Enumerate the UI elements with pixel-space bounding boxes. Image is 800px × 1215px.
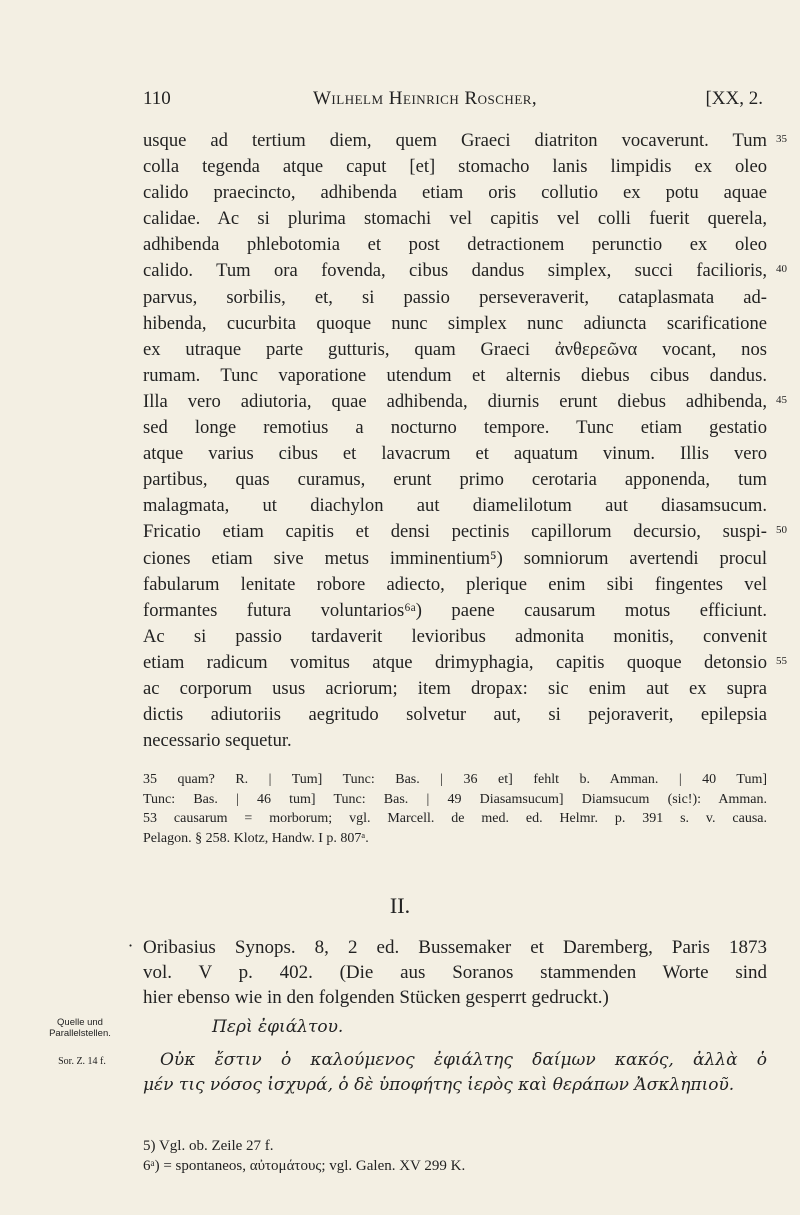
margin-reference: Sor. Z. 14 f. [58,1056,106,1067]
body-line: Ac si passio tardaverit levioribus admonita monitis, convenit [143,625,767,647]
line-number: 35 [776,133,787,145]
running-head-section: [XX, 2. [705,88,763,109]
running-head-author: Wilhelm Heinrich Roscher, [313,88,538,109]
body-line: colla tegenda atque caput [et] stomacho lanis limpidis ex oleo [143,156,767,178]
body-line: etiam radicum vomitus atque drimyphagia, capitis quoque detonsio [143,651,767,673]
body-line: fabularum lenitate robore adiecto, plerique enim sibi fingentes vel [143,573,767,595]
section-intro [143,935,767,1010]
footnote: 6ᵃ) = spontaneos, αὐτομάτους; vgl. Galen. XV 299 K. [143,1158,466,1174]
page-number: 110 [143,88,171,109]
body-line: ac corporum usus acriorum; item dropax: sic enim aut ex supra [143,677,767,699]
body-line: usque ad tertium diem, quem Graeci diatriton vocaverunt. Tum [143,130,767,151]
bullet-mark: · [128,936,134,955]
body-line: dictis adiutoriis aegritudo solvetur aut, si pejoraverit, epilepsia [143,704,767,726]
body-line: calidae. Ac si plurima stomachi vel capitis vel colli fuerit querela, [143,208,767,230]
line-number: 55 [776,655,787,667]
section-line: vol. V p. 402. (Die aus Soranos stammenden Worte sind [143,962,767,983]
line-number: 50 [776,524,787,536]
section-heading: II. [389,893,411,918]
body-line: calido. Tum ora fovenda, cibus dandus simplex, succi facilioris, [143,260,767,282]
footnote: 5) Vgl. ob. Zeile 27 f. [143,1138,274,1154]
body-line: formantes futura voluntarios⁶ᵃ) paene causarum motus efficiunt. [143,599,767,621]
body-line: malagmata, ut diachylon aut diamelilotum aut diasamsucum. [143,495,767,517]
latin-body-text [143,128,767,754]
body-line: parvus, sorbilis, et, si passio perseveraverit, cataplasmata ad- [143,286,767,308]
body-line: atque varius cibus et lavacrum et aquatum vinum. Illis vero [143,443,767,465]
greek-line: μέν τις νόσος ἰσχυρά, ὁ δὲ ὑποφήτης ἱερὸς καὶ θεράπων Ἀσκληπιοῦ. [143,1075,735,1095]
section-line: hier ebenso wie in den folgenden Stücken gesperrt gedruckt.) [143,987,609,1008]
section-line: Oribasius Synops. 8, 2 ed. Bussemaker et Daremberg, Paris 1873 [143,937,767,958]
body-line: partibus, quas curamus, erunt primo cerotaria apponenda, tum [143,469,767,491]
margin-label-line: Parallelstellen. [49,1028,111,1039]
body-line: necessario sequetur. [143,730,292,752]
greek-line: Οὐκ ἔστιν ὁ καλούμενος ἐφιάλτης δαίμων κακός, ἀλλὰ ὁ [160,1050,767,1070]
margin-label [20,1017,140,1039]
body-line: Fricatio etiam capitis et densi pectinis capillorum decursio, suspi- [143,521,767,543]
line-number: 45 [776,394,787,406]
body-line: calido praecincto, adhibenda etiam oris collutio ex potu aquae [143,182,767,204]
apparatus-line: Pelagon. § 258. Klotz, Handw. I p. 807ᵃ. [143,830,369,846]
line-number: 40 [776,263,787,275]
body-line: sed longe remotius a nocturno tempore. Tunc etiam gestatio [143,417,767,439]
body-line: rumam. Tunc vaporatione utendum et alternis diebus cibus dandus. [143,364,767,386]
apparatus-line: Tunc: Bas. | 46 tum] Tunc: Bas. | 49 Diasamsucum] Diamsucum (sic!): Amman. [143,791,767,807]
running-head [143,88,763,114]
body-line: hibenda, cucurbita quoque nunc simplex nunc adiuncta scarificatione [143,312,767,334]
critical-apparatus [143,770,767,848]
greek-heading: Περὶ ἐφιάλτου. [212,1017,344,1037]
body-line: ciones etiam sive metus imminentium⁵) somniorum avertendi procul [143,547,767,569]
apparatus-line: 35 quam? R. | Tum] Tunc: Bas. | 36 et] fehlt b. Amman. | 40 Tum] [143,772,767,787]
margin-label-line: Quelle und [57,1017,103,1028]
apparatus-line: 53 causarum = morborum; vgl. Marcell. de med. ed. Helmr. p. 391 s. v. causa. [143,811,767,826]
body-line: ex utraque parte gutturis, quam Graeci ἀνθερεῶνα vocant, nos [143,338,767,360]
footnotes [143,1136,767,1176]
body-line: Illa vero adiutoria, quae adhibenda, diurnis erunt diebus adhibenda, [143,390,767,412]
body-line: adhibenda phlebotomia et post detractionem perunctio ex oleo [143,234,767,256]
